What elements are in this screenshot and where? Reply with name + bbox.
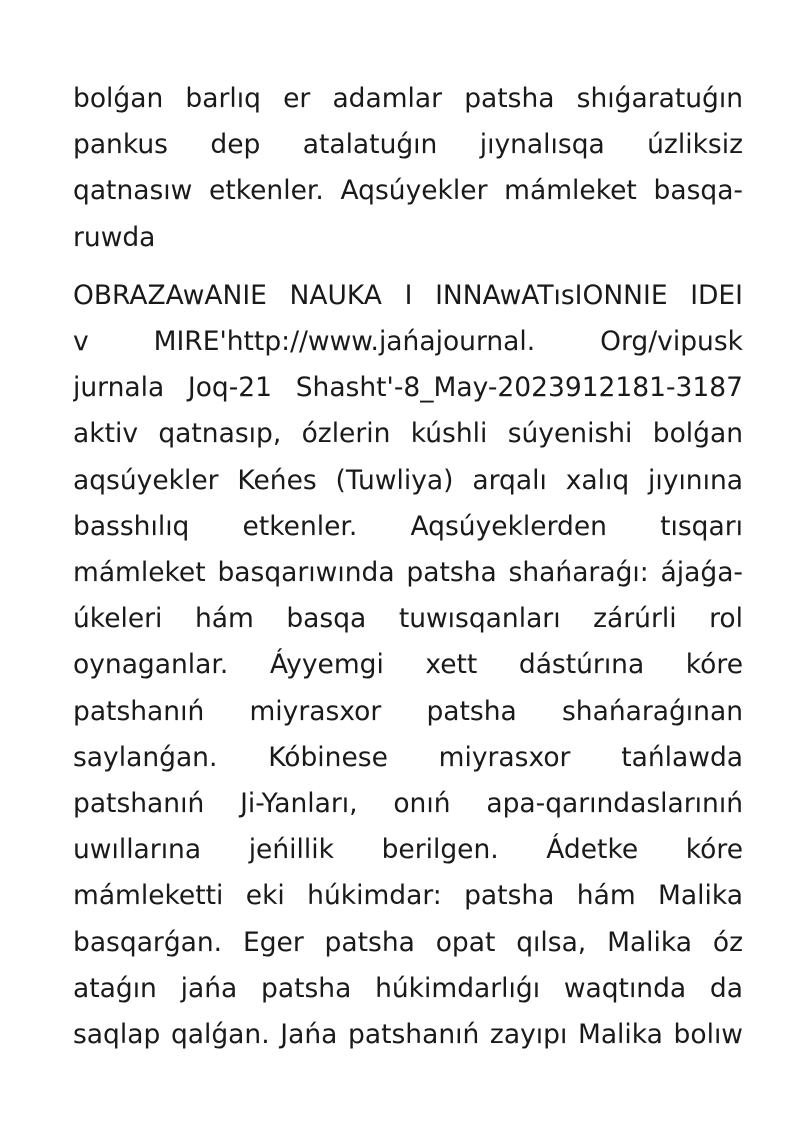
text-line: basqarǵan. Eger patsha opat qılsa, Malika óz: [73, 926, 743, 958]
text-line: basshılıq etkenler. Aqsúyeklerden tısqarı: [73, 510, 743, 542]
text-line: v MIRE'http://www.jańajournal. Org/vipusk: [73, 326, 743, 358]
document-page: [73, 76, 743, 1058]
text-line: mámleket basqarıwında patsha shańaraǵı: ájaǵa-: [73, 557, 743, 589]
text-line: qatnasıw etkenler. Aqsúyekler mámleket basqa-: [73, 175, 743, 207]
text-line: saylanǵan. Kóbinese miyrasxor tańlawda: [73, 741, 743, 773]
text-line: aktiv qatnasıp, ózlerin kúshli súyenishi bolǵan: [73, 418, 743, 450]
text-line: aqsúyekler Keńes (Tuwliya) arqalı xalıq jıyınına: [73, 464, 743, 496]
text-line: ruwda: [73, 221, 156, 253]
paragraph-1: [73, 76, 743, 261]
text-line: saqlap qalǵan. Jańa patshanıń zayıpı Malika bolıw: [73, 1019, 743, 1051]
text-line: OBRAZAwANIE NAUKA I INNAwATısIONNIE IDEI: [73, 279, 743, 311]
text-line: ataǵın jańa patsha húkimdarlıǵı waqtında da: [73, 972, 743, 1004]
text-line: oynaganlar. Áyyemgi xett dástúrına kóre: [73, 649, 743, 681]
text-line: pankus dep atalatuǵın jıynalısqa úzliksiz: [73, 129, 743, 161]
text-line: mámleketti eki húkimdar: patsha hám Malika: [73, 880, 743, 912]
text-line: úkeleri hám basqa tuwısqanları zárúrli rol: [73, 603, 743, 635]
text-line: patshanıń miyrasxor patsha shańaraǵınan: [73, 695, 743, 727]
text-line: bolǵan barlıq er adamlar patsha shıǵaratuǵın: [73, 83, 743, 114]
text-line: uwıllarına jeńillik berilgen. Ádetke kóre: [73, 834, 743, 866]
text-line: jurnala Joq-21 Shasht'-8_May-2023912181-3187: [73, 372, 743, 404]
paragraph-2: [73, 273, 743, 1058]
text-line: patshanıń Ji-Yanları, onıń apa-qarındaslarınıń: [73, 788, 743, 820]
